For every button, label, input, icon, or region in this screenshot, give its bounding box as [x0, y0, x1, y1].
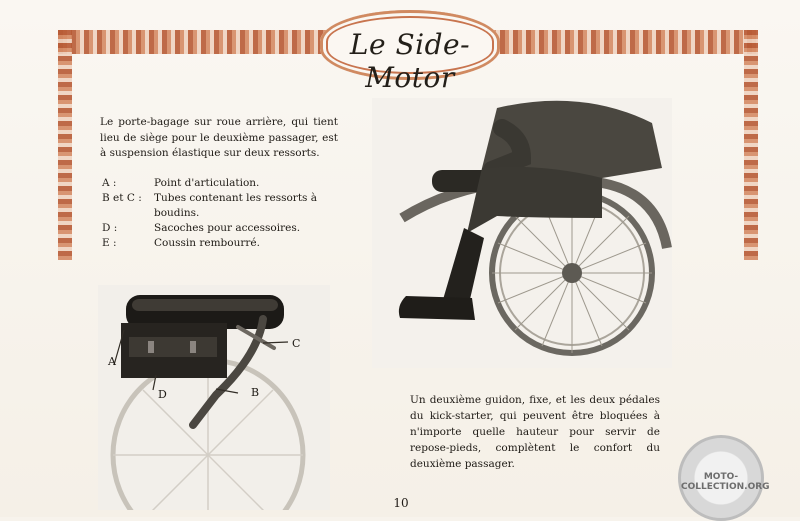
- legend-key: D :: [102, 222, 118, 234]
- legend-key: E :: [102, 237, 117, 249]
- legend-desc: Coussin rembourré.: [154, 237, 260, 249]
- site-watermark: [678, 435, 770, 521]
- guidon-caption: Un deuxième guidon, fixe, et les deux pédales du kick-starter, qui peuvent être bloquées à n'importe quelle hauteur pour servir de repose-pieds, complètent le confort du deuxième passager.: [410, 394, 660, 470]
- legend-desc: Point d'articulation.: [154, 177, 260, 189]
- figure-label-a: A: [108, 355, 116, 368]
- legend-key: B et C :: [102, 192, 142, 204]
- legend-row: [102, 191, 342, 221]
- rear-seat-illustration: [98, 285, 330, 510]
- figure-label-d: D: [158, 388, 167, 401]
- watermark-text: MOTO-COLLECTION.ORG: [681, 472, 770, 492]
- passenger-photo: [372, 98, 672, 368]
- legend-desc: Tubes contenant les ressorts à boudins.: [154, 192, 318, 219]
- legend-key: A :: [102, 177, 117, 189]
- passenger-illustration: [372, 98, 672, 368]
- intro-paragraph: Le porte-bagage sur roue arrière, qui tient lieu de siège pour le deuxième passager, est à suspension élastique sur deux ressorts.: [100, 116, 338, 159]
- legend-row: [102, 236, 342, 251]
- page-title: Le Side-Motor: [349, 28, 471, 94]
- page-number: 10: [393, 496, 409, 510]
- ornamental-border-right: [744, 30, 758, 260]
- legend-desc: Sacoches pour accessoires.: [154, 222, 301, 234]
- rear-seat-detail-photo: [98, 285, 330, 510]
- figure-label-c: C: [292, 337, 301, 350]
- figure-label-b: B: [251, 386, 260, 399]
- ornamental-border-left: [58, 30, 72, 260]
- component-legend: [102, 176, 342, 251]
- legend-row: [102, 221, 342, 236]
- legend-row: [102, 176, 342, 191]
